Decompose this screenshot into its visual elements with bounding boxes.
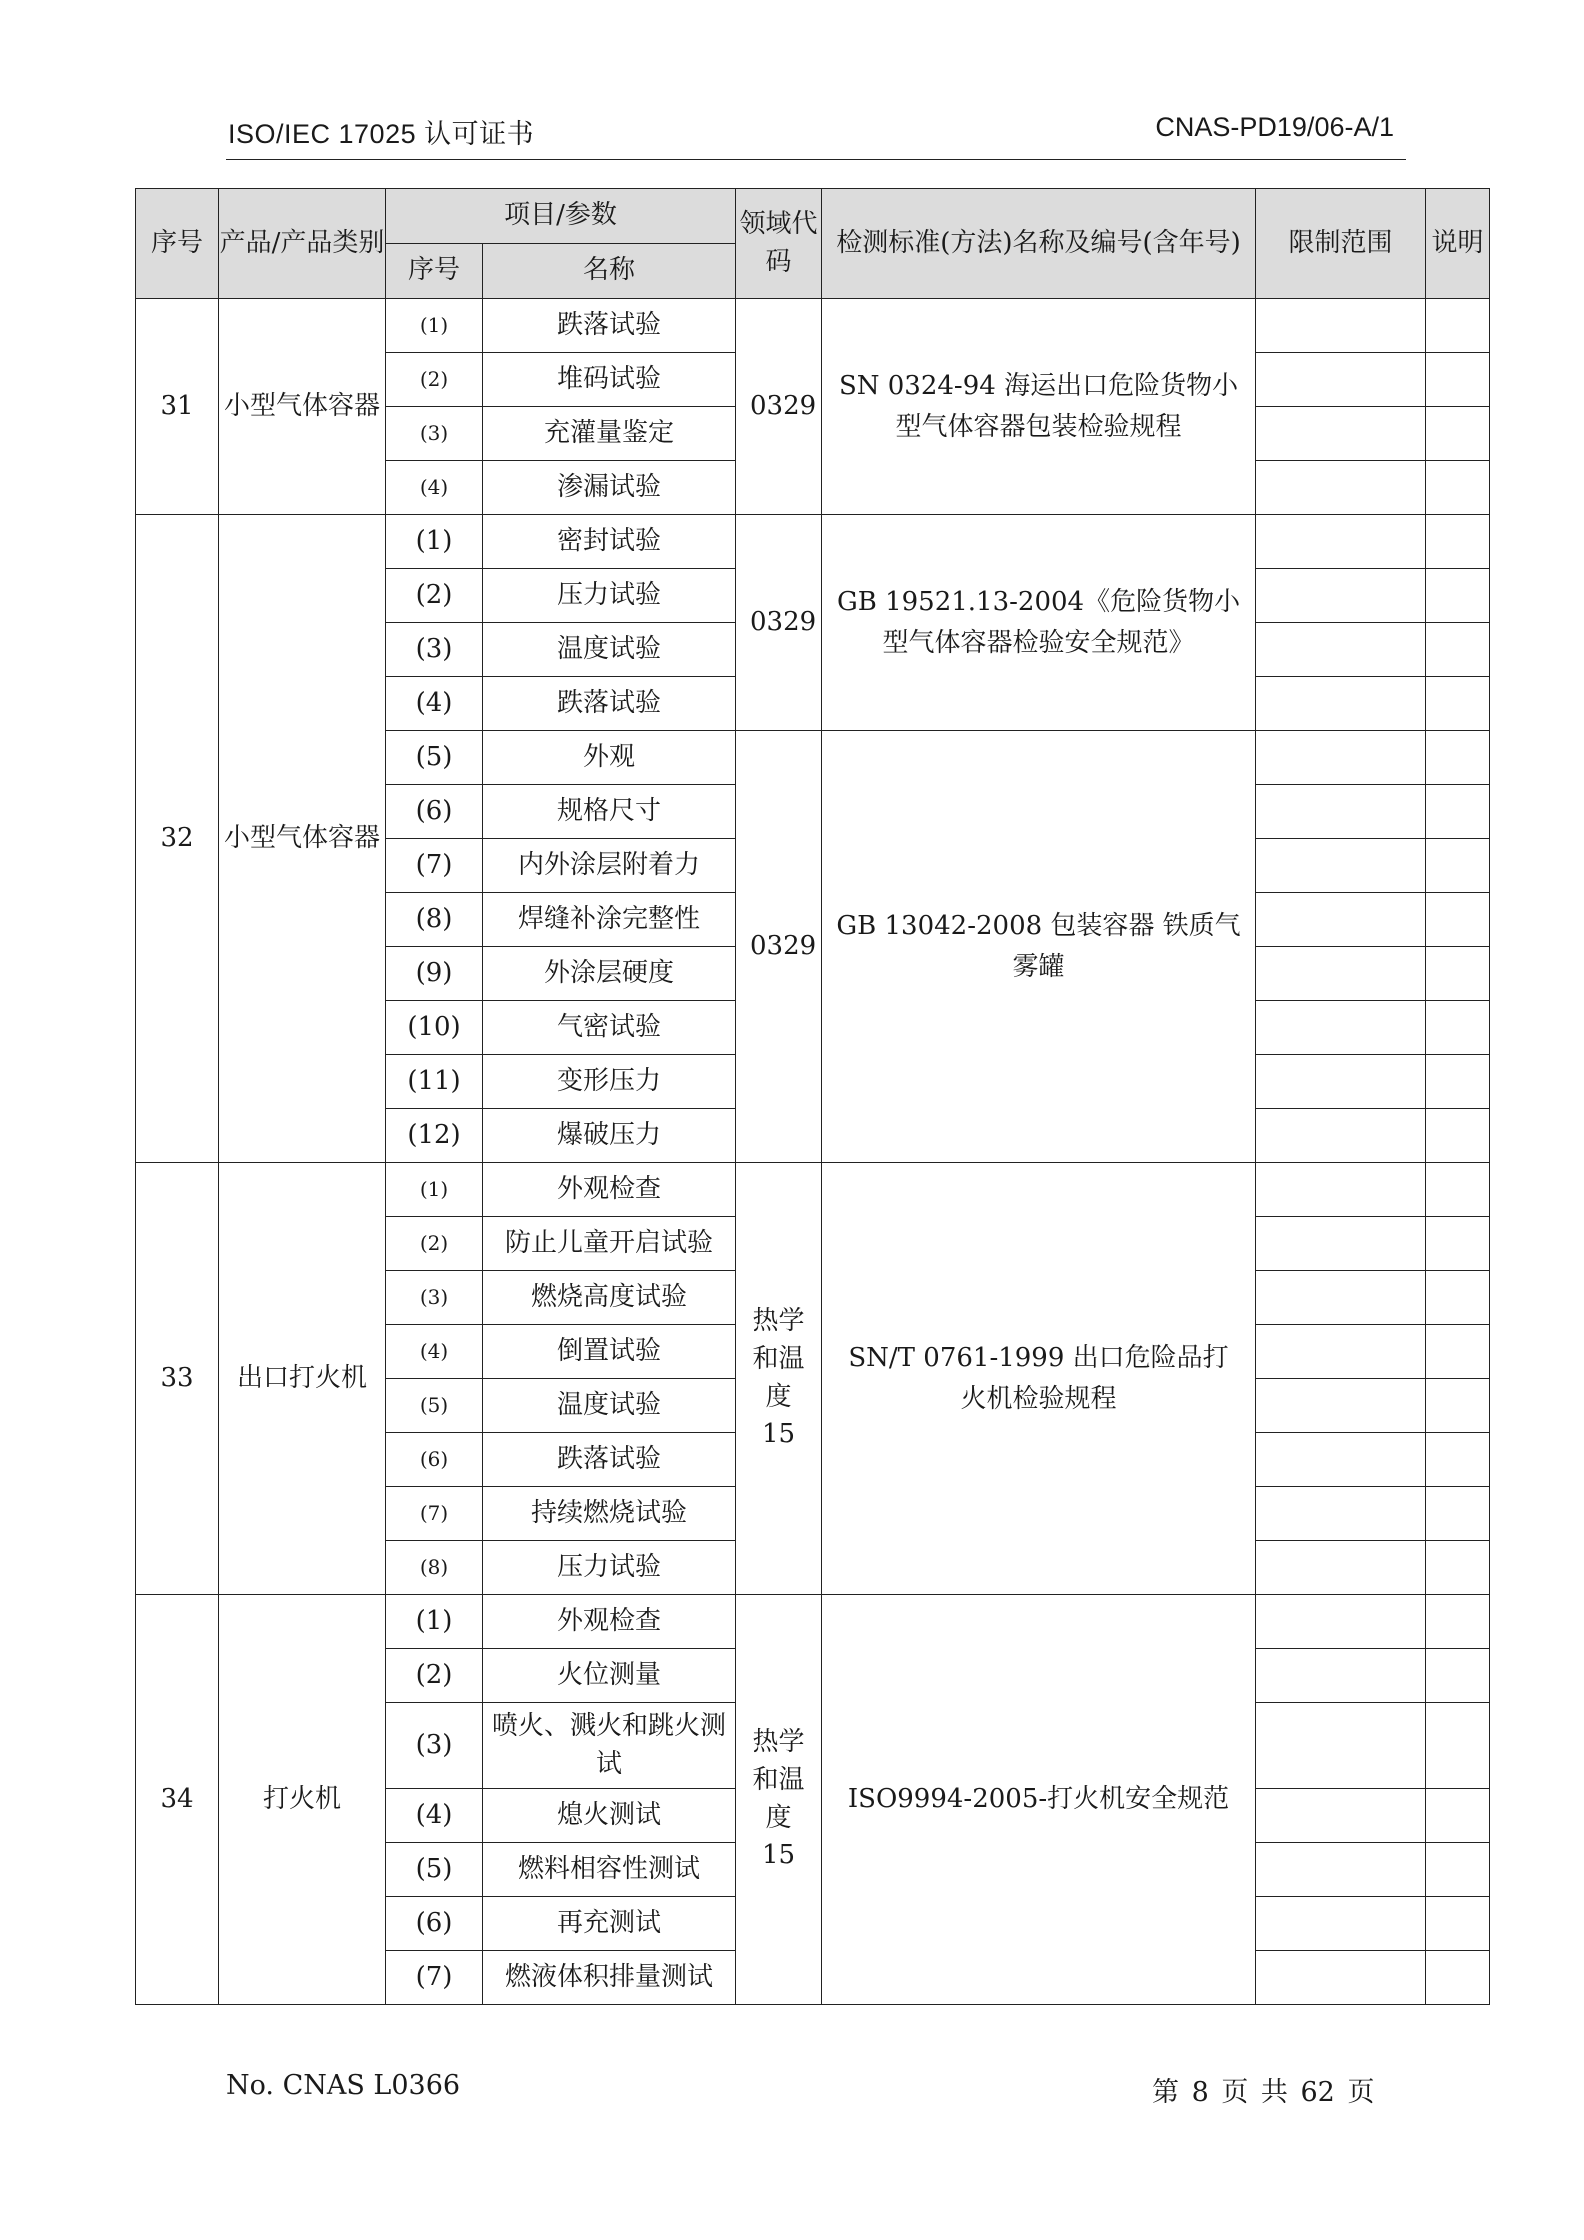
- item-name: 火位测量: [483, 1649, 736, 1703]
- item-name: 气密试验: [483, 1001, 736, 1055]
- accreditation-table: [135, 188, 1490, 2005]
- footer-page-counter: 第 8 页 共 62 页: [1152, 2077, 1375, 2108]
- note-cell: [1426, 893, 1490, 947]
- item-no: (4): [386, 1325, 483, 1379]
- row-seq: 31: [136, 299, 219, 515]
- note-cell: [1426, 1843, 1490, 1897]
- item-name: 跌落试验: [483, 677, 736, 731]
- item-name: 喷火、溅火和跳火测试: [483, 1703, 736, 1789]
- footer-lab-number: No. CNAS L0366: [226, 2070, 461, 2101]
- row-seq: 32: [136, 515, 219, 1163]
- note-cell: [1426, 353, 1490, 407]
- note-cell: [1426, 1951, 1490, 2005]
- item-name: 内外涂层附着力: [483, 839, 736, 893]
- field-code: 0329: [736, 515, 822, 731]
- field-code: 0329: [736, 731, 822, 1163]
- table-row: [136, 299, 1490, 353]
- note-cell: [1426, 515, 1490, 569]
- note-cell: [1426, 1325, 1490, 1379]
- item-no: (3): [386, 1703, 483, 1789]
- standard-cell: GB 13042-2008 包装容器 铁质气雾罐: [822, 731, 1256, 1163]
- item-name: 燃料相容性测试: [483, 1843, 736, 1897]
- standard-cell: ISO9994-2005-打火机安全规范: [822, 1595, 1256, 2005]
- item-no: (1): [386, 1595, 483, 1649]
- limit-cell: [1256, 1897, 1426, 1951]
- item-no: (4): [386, 1789, 483, 1843]
- limit-cell: [1256, 1163, 1426, 1217]
- item-no: (8): [386, 1541, 483, 1595]
- table-row: [136, 515, 1490, 569]
- header-field-code: 领域代码: [736, 189, 822, 299]
- note-cell: [1426, 1109, 1490, 1163]
- note-cell: [1426, 1433, 1490, 1487]
- limit-cell: [1256, 1843, 1426, 1897]
- item-no: (7): [386, 1487, 483, 1541]
- item-name: 外涂层硬度: [483, 947, 736, 1001]
- item-name: 外观检查: [483, 1163, 736, 1217]
- note-cell: [1426, 1703, 1490, 1789]
- item-name: 跌落试验: [483, 1433, 736, 1487]
- standard-cell: SN/T 0761-1999 出口危险品打火机检验规程: [822, 1163, 1256, 1595]
- item-no: (2): [386, 353, 483, 407]
- item-no: (7): [386, 1951, 483, 2005]
- item-name: 外观: [483, 731, 736, 785]
- table-row: [136, 1163, 1490, 1217]
- note-cell: [1426, 1163, 1490, 1217]
- limit-cell: [1256, 1217, 1426, 1271]
- note-cell: [1426, 623, 1490, 677]
- standard-cell: GB 19521.13-2004《危险货物小型气体容器检验安全规范》: [822, 515, 1256, 731]
- header-document-code: CNAS-PD19/06-A/1: [1155, 112, 1394, 142]
- item-name: 熄火测试: [483, 1789, 736, 1843]
- item-no: (3): [386, 1271, 483, 1325]
- item-name: 焊缝补涂完整性: [483, 893, 736, 947]
- field-code: 热学和温度15: [736, 1595, 822, 2005]
- note-cell: [1426, 947, 1490, 1001]
- header-item-name: 名称: [483, 244, 736, 299]
- header-standard: 检测标准(方法)名称及编号(含年号): [822, 189, 1256, 299]
- header-certificate-title: ISO/IEC 17025 认可证书: [228, 119, 535, 149]
- limit-cell: [1256, 1595, 1426, 1649]
- limit-cell: [1256, 569, 1426, 623]
- field-code: 0329: [736, 299, 822, 515]
- item-no: (4): [386, 677, 483, 731]
- item-name: 持续燃烧试验: [483, 1487, 736, 1541]
- note-cell: [1426, 1271, 1490, 1325]
- item-no: (2): [386, 569, 483, 623]
- note-cell: [1426, 1897, 1490, 1951]
- item-name: 压力试验: [483, 1541, 736, 1595]
- standard-cell: SN 0324-94 海运出口危险货物小型气体容器包装检验规程: [822, 299, 1256, 515]
- item-no: (5): [386, 1379, 483, 1433]
- limit-cell: [1256, 353, 1426, 407]
- item-name: 防止儿童开启试验: [483, 1217, 736, 1271]
- note-cell: [1426, 731, 1490, 785]
- limit-cell: [1256, 1951, 1426, 2005]
- limit-cell: [1256, 947, 1426, 1001]
- header-note: 说明: [1426, 189, 1490, 299]
- limit-cell: [1256, 515, 1426, 569]
- item-no: (11): [386, 1055, 483, 1109]
- note-cell: [1426, 839, 1490, 893]
- item-no: (5): [386, 731, 483, 785]
- limit-cell: [1256, 1433, 1426, 1487]
- row-product: 小型气体容器: [219, 299, 386, 515]
- header-limit: 限制范围: [1256, 189, 1426, 299]
- limit-cell: [1256, 1325, 1426, 1379]
- note-cell: [1426, 677, 1490, 731]
- item-name: 外观检查: [483, 1595, 736, 1649]
- row-seq: 33: [136, 1163, 219, 1595]
- row-seq: 34: [136, 1595, 219, 2005]
- limit-cell: [1256, 731, 1426, 785]
- item-no: (2): [386, 1649, 483, 1703]
- note-cell: [1426, 569, 1490, 623]
- header-item-no: 序号: [386, 244, 483, 299]
- item-name: 堆码试验: [483, 353, 736, 407]
- item-no: (2): [386, 1217, 483, 1271]
- limit-cell: [1256, 893, 1426, 947]
- item-no: (1): [386, 299, 483, 353]
- item-name: 燃液体积排量测试: [483, 1951, 736, 2005]
- note-cell: [1426, 1487, 1490, 1541]
- table-body: [136, 299, 1490, 2005]
- item-no: (4): [386, 461, 483, 515]
- item-name: 温度试验: [483, 1379, 736, 1433]
- header-rule: [226, 159, 1406, 160]
- note-cell: [1426, 1379, 1490, 1433]
- item-name: 燃烧高度试验: [483, 1271, 736, 1325]
- header-item-group: 项目/参数: [386, 189, 736, 244]
- limit-cell: [1256, 407, 1426, 461]
- item-name: 渗漏试验: [483, 461, 736, 515]
- item-name: 倒置试验: [483, 1325, 736, 1379]
- limit-cell: [1256, 1789, 1426, 1843]
- note-cell: [1426, 1789, 1490, 1843]
- limit-cell: [1256, 1649, 1426, 1703]
- item-no: (10): [386, 1001, 483, 1055]
- note-cell: [1426, 1595, 1490, 1649]
- limit-cell: [1256, 1055, 1426, 1109]
- note-cell: [1426, 785, 1490, 839]
- item-no: (12): [386, 1109, 483, 1163]
- item-no: (1): [386, 515, 483, 569]
- item-name: 充灌量鉴定: [483, 407, 736, 461]
- limit-cell: [1256, 1271, 1426, 1325]
- item-no: (5): [386, 1843, 483, 1897]
- item-name: 变形压力: [483, 1055, 736, 1109]
- note-cell: [1426, 1649, 1490, 1703]
- item-name: 密封试验: [483, 515, 736, 569]
- limit-cell: [1256, 785, 1426, 839]
- item-no: (6): [386, 1433, 483, 1487]
- note-cell: [1426, 461, 1490, 515]
- item-name: 规格尺寸: [483, 785, 736, 839]
- item-name: 温度试验: [483, 623, 736, 677]
- item-no: (6): [386, 785, 483, 839]
- limit-cell: [1256, 299, 1426, 353]
- limit-cell: [1256, 839, 1426, 893]
- item-name: 跌落试验: [483, 299, 736, 353]
- item-name: 再充测试: [483, 1897, 736, 1951]
- note-cell: [1426, 1001, 1490, 1055]
- row-product: 小型气体容器: [219, 515, 386, 1163]
- item-no: (9): [386, 947, 483, 1001]
- item-no: (6): [386, 1897, 483, 1951]
- item-no: (3): [386, 623, 483, 677]
- note-cell: [1426, 407, 1490, 461]
- row-product: 出口打火机: [219, 1163, 386, 1595]
- note-cell: [1426, 1217, 1490, 1271]
- note-cell: [1426, 299, 1490, 353]
- note-cell: [1426, 1541, 1490, 1595]
- item-no: (7): [386, 839, 483, 893]
- limit-cell: [1256, 677, 1426, 731]
- limit-cell: [1256, 1541, 1426, 1595]
- header-product: 产品/产品类别: [219, 189, 386, 299]
- limit-cell: [1256, 461, 1426, 515]
- item-no: (8): [386, 893, 483, 947]
- row-product: 打火机: [219, 1595, 386, 2005]
- item-name: 压力试验: [483, 569, 736, 623]
- limit-cell: [1256, 623, 1426, 677]
- item-name: 爆破压力: [483, 1109, 736, 1163]
- field-code: 热学和温度15: [736, 1163, 822, 1595]
- limit-cell: [1256, 1487, 1426, 1541]
- limit-cell: [1256, 1109, 1426, 1163]
- header-seq: 序号: [136, 189, 219, 299]
- limit-cell: [1256, 1703, 1426, 1789]
- limit-cell: [1256, 1001, 1426, 1055]
- note-cell: [1426, 1055, 1490, 1109]
- item-no: (3): [386, 407, 483, 461]
- table-row: [136, 1595, 1490, 1649]
- limit-cell: [1256, 1379, 1426, 1433]
- item-no: (1): [386, 1163, 483, 1217]
